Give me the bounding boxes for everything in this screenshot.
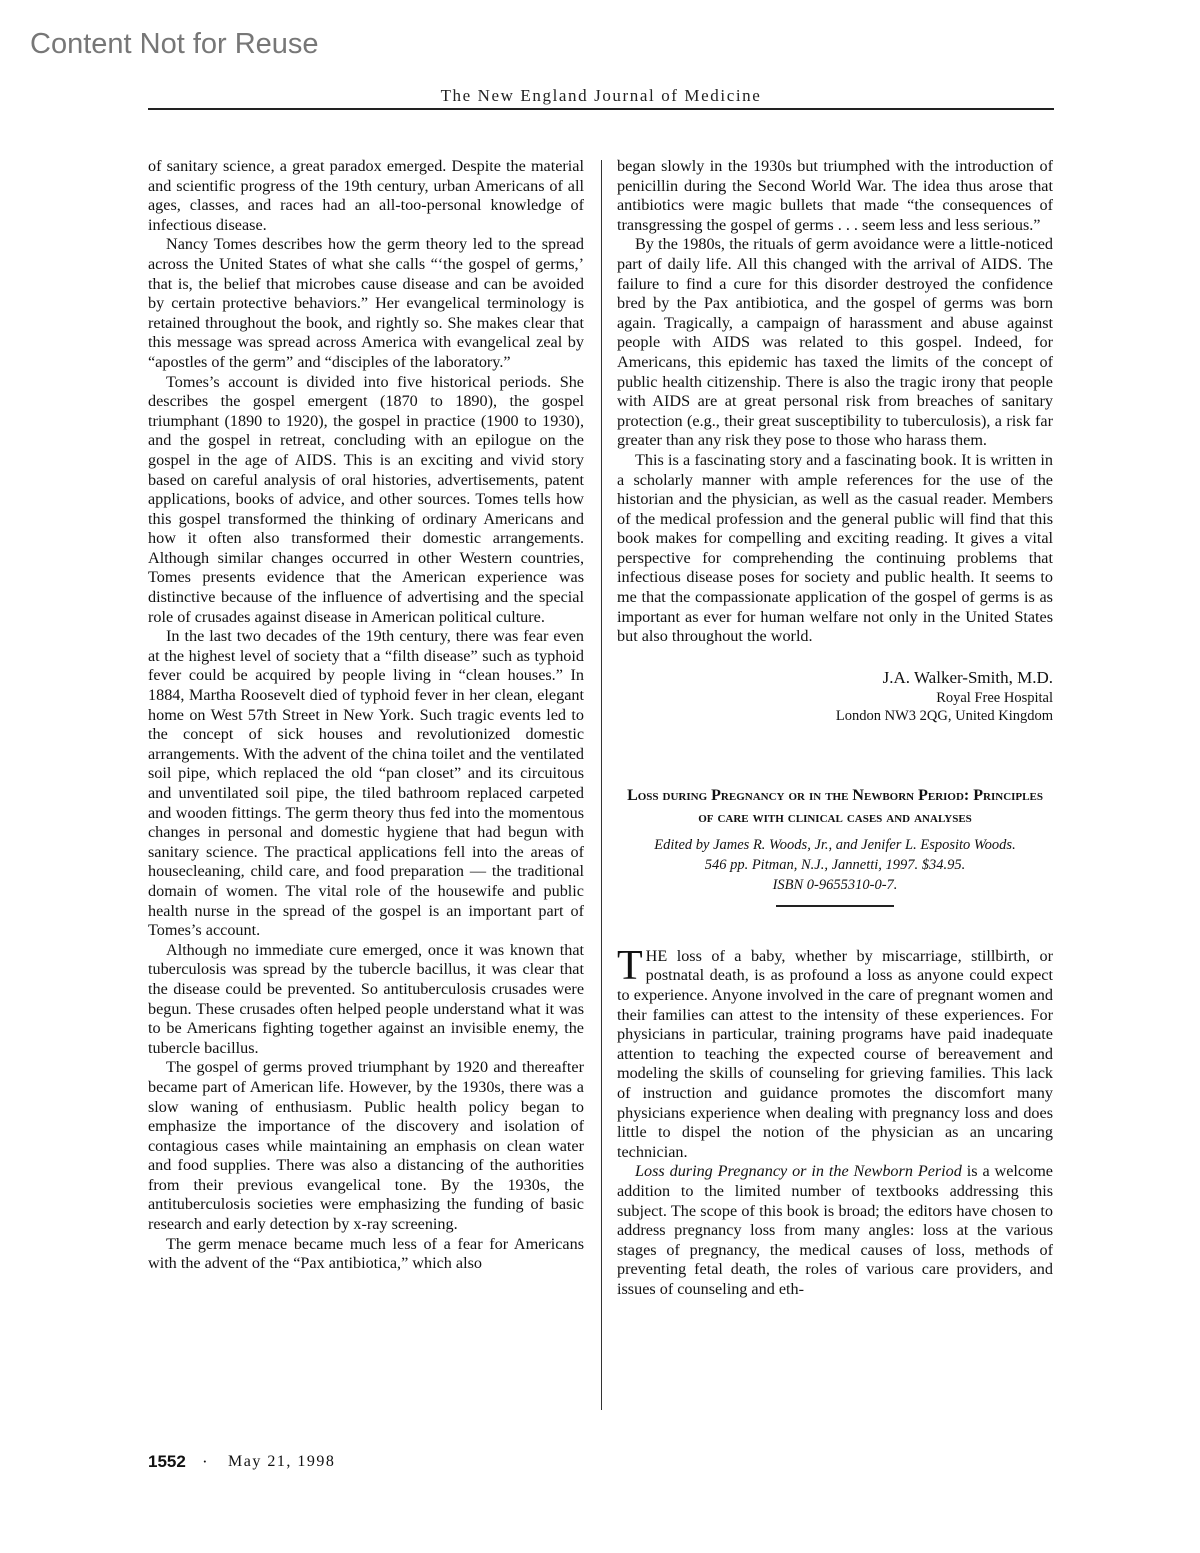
drop-cap: T	[617, 942, 643, 989]
book-publication: 546 pp. Pitman, N.J., Jannetti, 1997. $34.95.	[704, 856, 966, 873]
reviewer-address: London NW3 2QG, United Kingdom	[835, 707, 1053, 724]
paragraph: The germ menace became much less of a fear for Americans with the advent of the “Pax antibiotica,” which also	[148, 1234, 584, 1273]
book-title-inline: Loss during Pregnancy or in the Newborn Period	[635, 1162, 962, 1181]
paragraph: began slowly in the 1930s but triumphed with the introduction of penicillin during the Second World War. The idea thus arose that antibiotics were magic bullets that made “the consequences of transgressing the gospel of germs . . . seem less and less serious.”	[617, 157, 1053, 234]
page-number: 1552	[148, 1452, 186, 1471]
reviewer-affiliation: Royal Free Hospital	[936, 689, 1053, 706]
book-isbn: ISBN 0-9655310-0-7.	[772, 876, 898, 893]
paragraph	[617, 1162, 1053, 1299]
journal-header: The New England Journal of Medicine	[440, 86, 762, 105]
header-rule	[148, 108, 1054, 110]
book-review-heading	[617, 785, 1053, 907]
left-column	[148, 157, 584, 1274]
paragraph: Although no immediate cure emerged, once it was known that tuberculosis was spread by the tubercle bacillus, it was clear that the disease could be prevented. So antituberculosis crusades were begun. These crusades often helped people understand what it was to be Americans fighting together against an invisible enemy, the tubercle bacillus.	[148, 940, 584, 1057]
paragraph: This is a fascinating story and a fascinating book. It is written in a scholarly manner with ample references for the use of the historian and the physician, as well as the casual reader. Members of the medical profession and the general public will find that this book makes for compelling and exciting reading. It gives a vital perspective for comprehending the continuing problems that infectious disease poses for society and public health. It seems to me that the compassionate application of the gospel of germs is as important as ever for human welfare not only in the United States but also throughout the world.	[617, 450, 1053, 646]
paragraph: Nancy Tomes describes how the germ theory led to the spread across the United States of what she calls “‘the gospel of germs,’ that is, the belief that microbes cause disease and can be avoided by certain protective behaviors.” Her evangelical terminology is retained throughout the book, and rightly so. She makes clear that this message was spread across America with evangelical zeal by “apostles of the germ” and “disciples of the laboratory.”	[148, 235, 584, 371]
book-title: Loss during Pregnancy or in the Newborn Period: Principles of care with clinical cases and analyses	[627, 786, 1043, 826]
watermark: Content Not for Reuse	[30, 28, 319, 60]
paragraph: of sanitary science, a great paradox emerged. Despite the material and scientific progress of the 19th century, urban Americans of all ages, classes, and races had an all-too-personal knowledge of infectious disease.	[148, 157, 584, 234]
paragraph-text: HE loss of a baby, whether by miscarriage, stillbirth, or postnatal death, is as profound a loss as anyone could expect to experience. Anyone involved in the care of pregnant women and their families can attest to the intensity of these experiences. For physicians in particular, training programs have paid inadequate attention to teaching the expected course of bereavement and modeling the skills of counseling for grieving families. This lack of instruction and guidance promotes the discomfort many physicians experience when dealing with pregnancy loss and does little to dispel the notion of the physician as an uncaring technician.	[617, 946, 1053, 1161]
reviewer-name: J.A. Walker-Smith, M.D.	[882, 667, 1053, 687]
section-rule	[776, 905, 894, 907]
paragraph: By the 1980s, the rituals of germ avoidance were a little-noticed part of daily life. All this changed with the arrival of AIDS. The failure to find a cure for this disorder destroyed the confidence bred by the Pax antibiotica, and the gospel of germs was born again. Tragically, a campaign of harassment and abuse against people with AIDS was related to this gospel. Indeed, for Americans, this epidemic has taxed the limits of the concept of public health citizenship. There is also the tragic irony that people with AIDS are at great personal risk from breaches of sanitary protection (e.g., their great susceptibility to tuberculosis), a risk far greater than any risk they pose to those who harass them.	[617, 235, 1053, 450]
paragraph: In the last two decades of the 19th century, there was fear even at the highest level of society that a “filth disease” such as typhoid fever could be acquired by people living in “clean houses.” In 1884, Martha Roosevelt died of typhoid fever in her clean, elegant home on West 57th Street in New York. Such tragic events led to the concept of sick houses and revolutionized domestic arrangements. With the advent of the china toilet and the ventilated soil pipe, which replaced the old “pan closet” and its circuitous and unventilated soil pipe, the tiled bathroom replaced carpeted and wooden fittings. The germ theory thus fed into the momentous changes in personal and domestic hygiene that had begun with sanitary science. The practical applications fell into the areas of housecleaning, child care, and food preparation — the traditional domain of women. The vital role of the housewife and public health nurse in the spread of the gospel is an important part of Tomes’s account.	[148, 627, 584, 940]
book-editors: Edited by James R. Woods, Jr., and Jenifer L. Esposito Woods.	[654, 836, 1016, 853]
right-column	[617, 157, 1053, 1300]
column-divider	[601, 160, 602, 1410]
footer-separator: ·	[202, 1452, 208, 1471]
reviewer-signature	[617, 667, 1053, 725]
paragraph-text: is a welcome addition to the limited number of textbooks addressing this subject. The scope of this book is broad; the editors have chosen to address pregnancy loss from many angles: loss at the various stages of pregnancy, the medical causes of loss, methods of preventing fetal death, the roles of various care providers, and issues of counseling and eth-	[617, 1162, 1053, 1298]
paragraph: Tomes’s account is divided into five historical periods. She describes the gospel emergent (1870 to 1890), the gospel triumphant (1890 to 1920), the gospel in practice (1900 to 1930), and the gospel in retreat, concluding with an epilogue on the gospel in the age of AIDS. This is an exciting and vivid story based on careful analysis of oral histories, advertisements, patent applications, books of advice, and other sources. Tomes tells how this gospel transformed the thinking of ordinary Americans and how it often also transformed their domestic arrangements. Although similar changes occurred in other Western countries, Tomes presents evidence that the American experience was distinctive because of the influence of advertising and the special role of crusades against disease in American political culture.	[148, 372, 584, 626]
paragraph: The gospel of germs proved triumphant by 1920 and thereafter became part of American life. However, by the 1930s, there was a slow waning of enthusiasm. Public health policy began to emphasize the importance of the discovery and isolation of contagious cases while maintaining an emphasis on clean water and food supplies. There was also a distancing of the authorities from their previous evangelical tone. By the 1930s, the antituberculosis societies were emphasizing the funding of basic research and early detection by x-ray screening.	[148, 1058, 584, 1234]
issue-date: May 21, 1998	[228, 1453, 336, 1470]
paragraph	[617, 942, 1053, 1163]
